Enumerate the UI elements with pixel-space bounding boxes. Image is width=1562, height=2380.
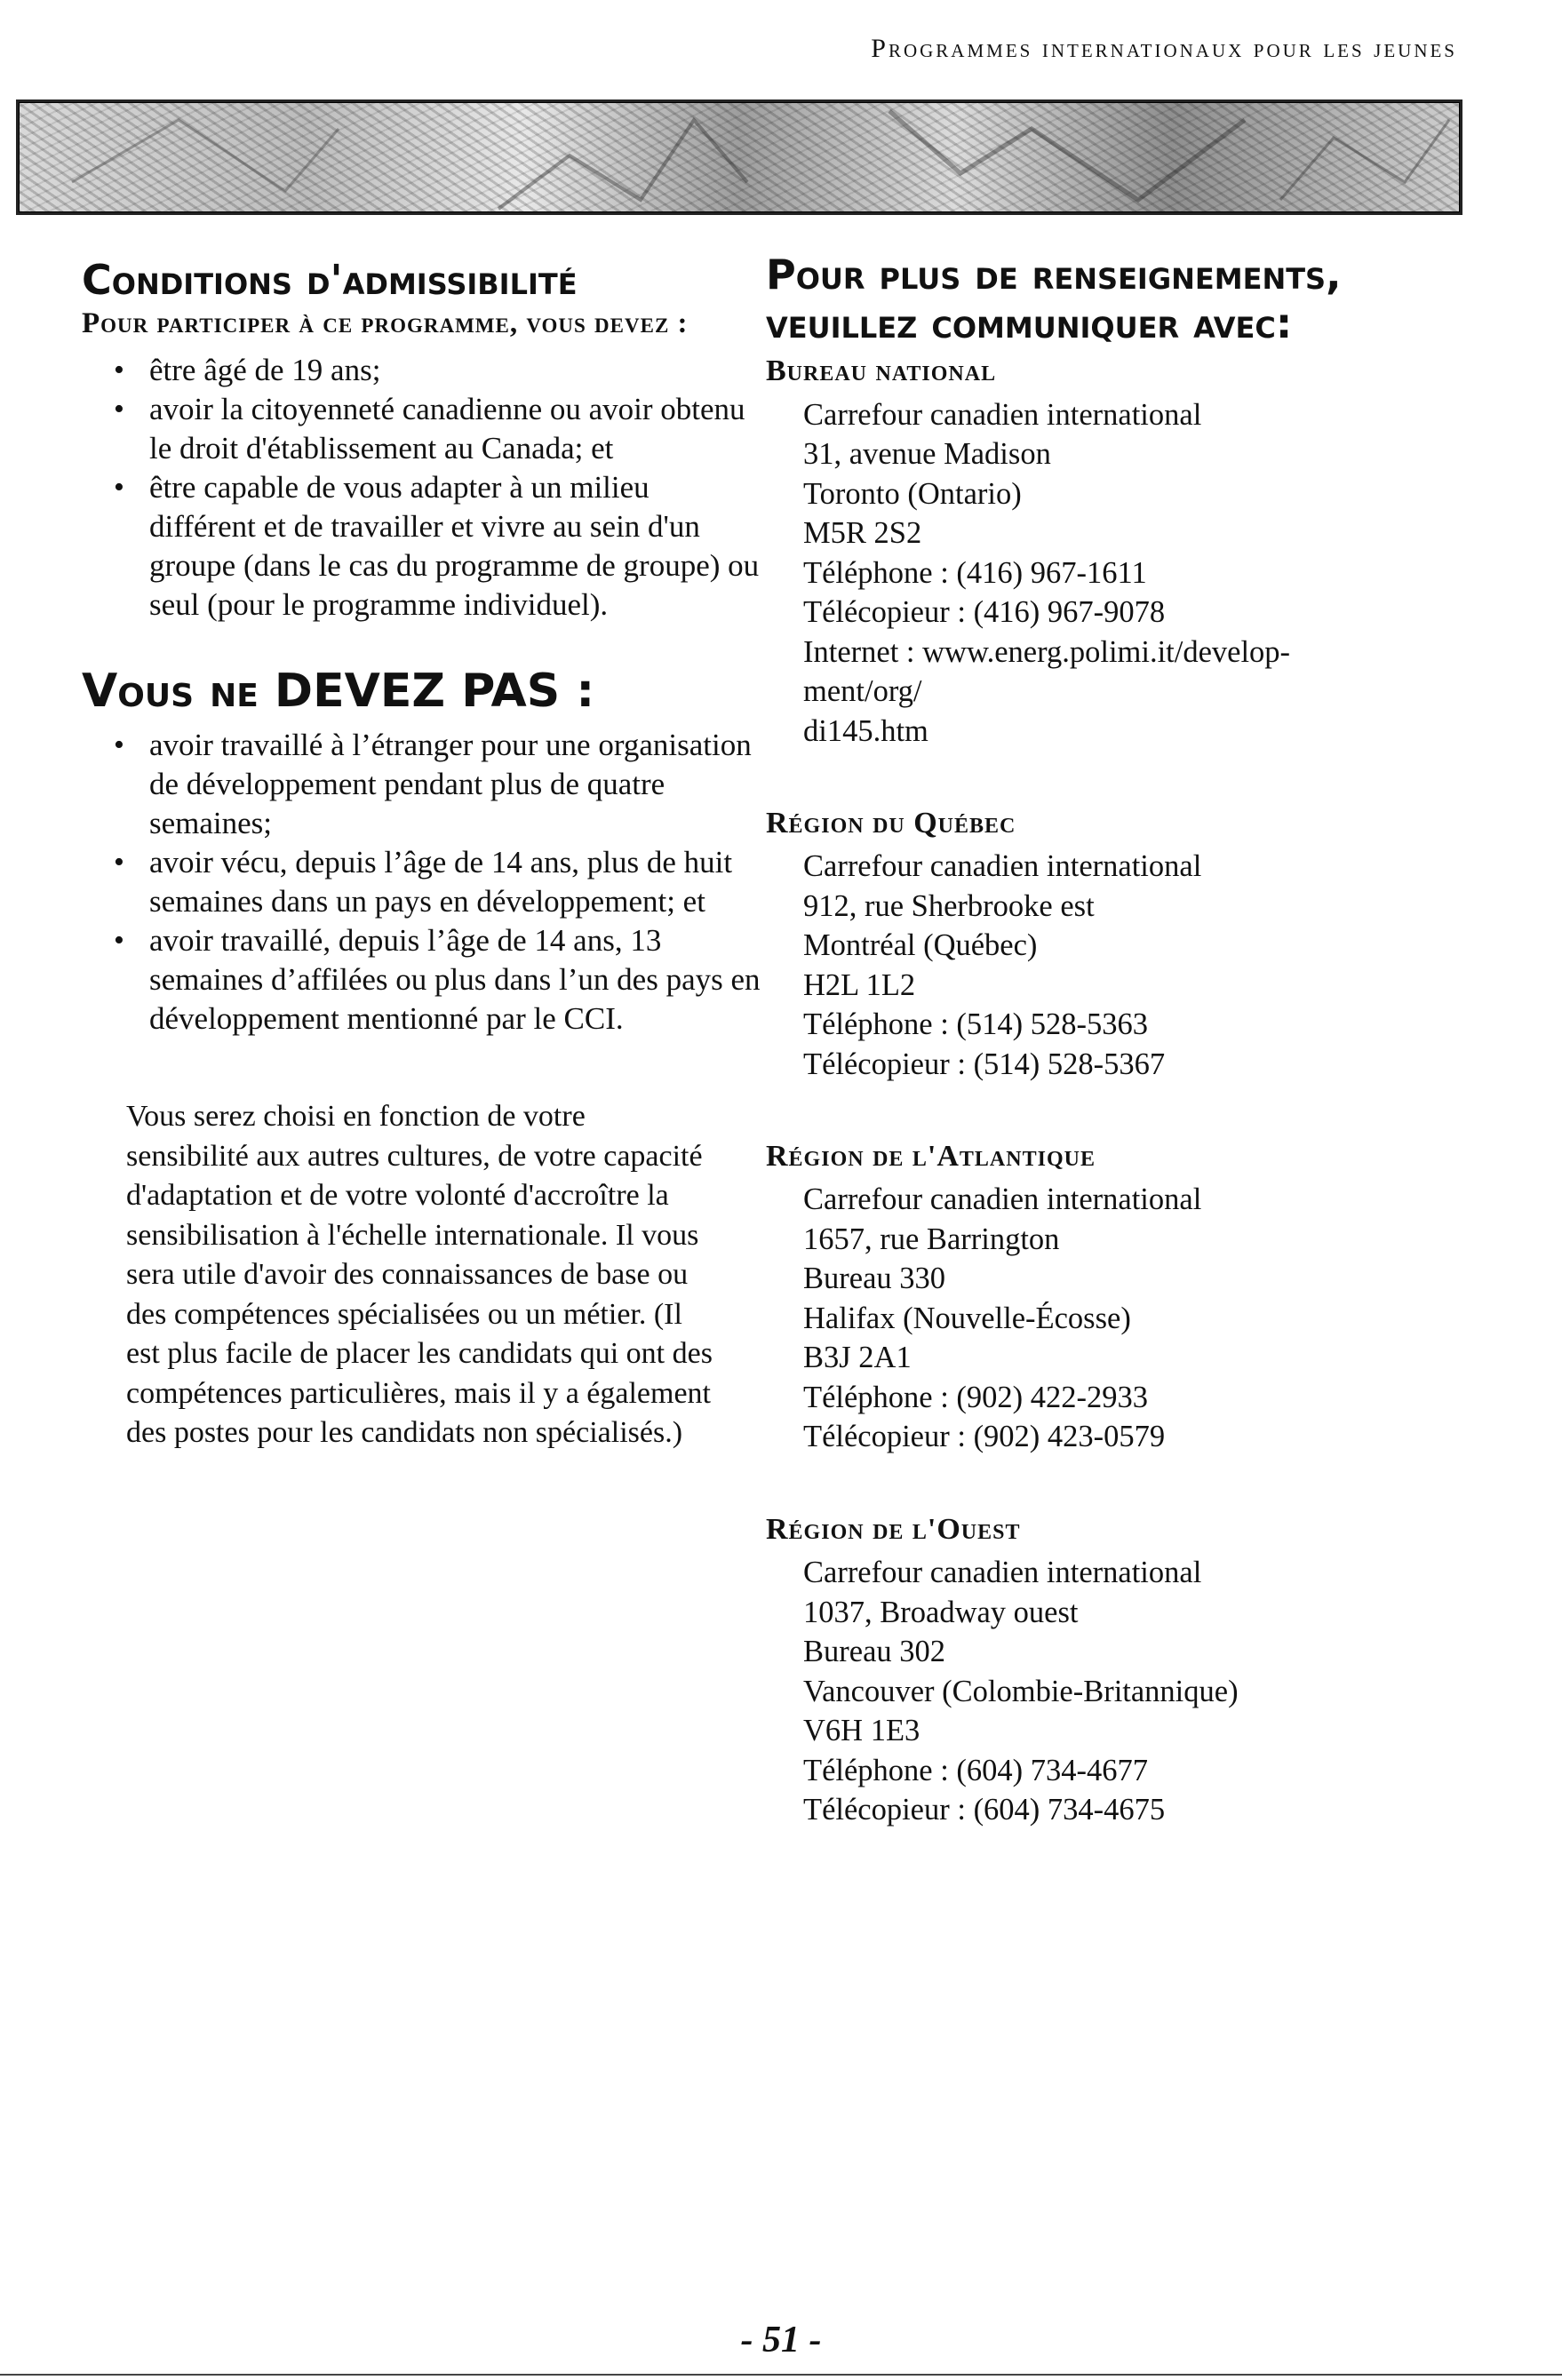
selection-paragraph: Vous serez choisi en fonction de votre sensibilité aux autres cultures, de votre capacité d'adaptation et de votre volonté d'accroître la sensibilisation à l'échelle internationale. Il vous sera utile d'avoir des connaissances de base ou des compétences spécialisées ou un métier. (Il est plus facile de placer les candidats qui ont des compétences particulières, mais il y a également des postes pour les candidats non spécialisés.) (126, 1100, 713, 1450)
address-line: Carrefour canadien international (803, 849, 1202, 884)
address-line: 31, avenue Madison (803, 437, 1051, 472)
office-address (803, 1553, 1459, 1830)
page-number: - 51 - (740, 2320, 822, 2360)
address-line: Montréal (Québec) (803, 928, 1038, 963)
address-line: Télécopieur : (902) 423-0579 (803, 1420, 1166, 1454)
address-line: Télécopieur : (416) 967-9078 (803, 595, 1166, 630)
address-line: Télécopieur : (514) 528-5367 (803, 1047, 1166, 1081)
address-line: Téléphone : (902) 422-2933 (803, 1380, 1149, 1414)
office-quebec (766, 804, 1459, 1084)
address-line: Téléphone : (604) 734-4677 (803, 1753, 1149, 1787)
office-ouest (766, 1510, 1459, 1830)
office-name: Région de l'Ouest (766, 1512, 1021, 1546)
address-line: Carrefour canadien international (803, 397, 1202, 432)
address-line: Téléphone : (514) 528-5363 (803, 1007, 1149, 1042)
office-name: Bureau national (766, 354, 997, 388)
address-line: Halifax (Nouvelle-Écosse) (803, 1301, 1131, 1335)
address-line: Bureau 330 (803, 1262, 946, 1296)
address-line: 1037, Broadway ouest (803, 1595, 1079, 1629)
contact-heading-line1: Pour plus de renseignements, (766, 251, 1342, 298)
list-item: • avoir travaillé à l’étranger pour une organisation de développement pendant plus de quatre semaines; (114, 726, 762, 843)
address-line: 912, rue Sherbrooke est (803, 888, 1095, 923)
contact-heading-line2: veuillez communiquer avec: (766, 299, 1293, 348)
conditions-subheading: Pour participer à ce programme, vous devez : (82, 307, 689, 340)
address-line: Carrefour canadien international (803, 1556, 1202, 1590)
list-item: • avoir la citoyenneté canadienne ou avoir obtenu le droit d'établissement au Canada; et (114, 390, 762, 468)
address-line: Vancouver (Colombie-Britannique) (803, 1674, 1239, 1708)
must-not-heading: Vous ne DEVEZ PAS : (82, 664, 595, 718)
address-line: H2L 1L2 (803, 967, 916, 1002)
office-address (803, 1180, 1459, 1457)
conditions-heading: Conditions d'admissibilité (82, 256, 578, 304)
decorative-banner-image (16, 99, 1462, 215)
address-line: Téléphone : (416) 967-1611 (803, 555, 1147, 590)
address-line: Internet : www.energ.polimi.it/develop- (803, 634, 1291, 669)
address-line: Bureau 302 (803, 1635, 946, 1669)
office-address (803, 395, 1459, 752)
address-line: V6H 1E3 (803, 1714, 920, 1748)
list-item: • être âgé de 19 ans; (114, 351, 762, 390)
address-line: B3J 2A1 (803, 1341, 912, 1375)
office-address (803, 847, 1459, 1084)
bottom-rule (0, 2374, 1562, 2376)
office-name: Région de l'Atlantique (766, 1140, 1096, 1174)
left-column (82, 251, 761, 1453)
address-line: Carrefour canadien international (803, 1182, 1202, 1217)
address-line: M5R 2S2 (803, 516, 922, 551)
list-item: • avoir vécu, depuis l’âge de 14 ans, plus de huit semaines dans un pays en développement; et (114, 843, 762, 921)
list-item: • être capable de vous adapter à un milieu différent et de travailler et vivre au sein d'un groupe (dans le cas du programme de groupe) ou seul (pour le programme individuel). (114, 468, 762, 625)
must-list (82, 351, 760, 625)
address-line: 1657, rue Barrington (803, 1222, 1060, 1256)
must-not-list (82, 726, 761, 1039)
banner-pattern (19, 102, 1460, 212)
address-line: Télécopieur : (604) 734-4675 (803, 1793, 1166, 1827)
address-line: di145.htm (803, 713, 928, 748)
office-atlantique (766, 1137, 1459, 1457)
office-name: Région du Québec (766, 807, 1016, 840)
running-header: Programmes internationaux pour les jeunes (871, 34, 1457, 63)
address-line: Toronto (Ontario) (803, 476, 1022, 511)
list-item: • avoir travaillé, depuis l’âge de 14 ans, 13 semaines d’affilées ou plus dans l’un des pays en développement mentionné par le CCI. (114, 921, 762, 1039)
address-line: ment/org/ (803, 674, 922, 709)
office-national (766, 352, 1459, 751)
right-column (766, 251, 1459, 1830)
